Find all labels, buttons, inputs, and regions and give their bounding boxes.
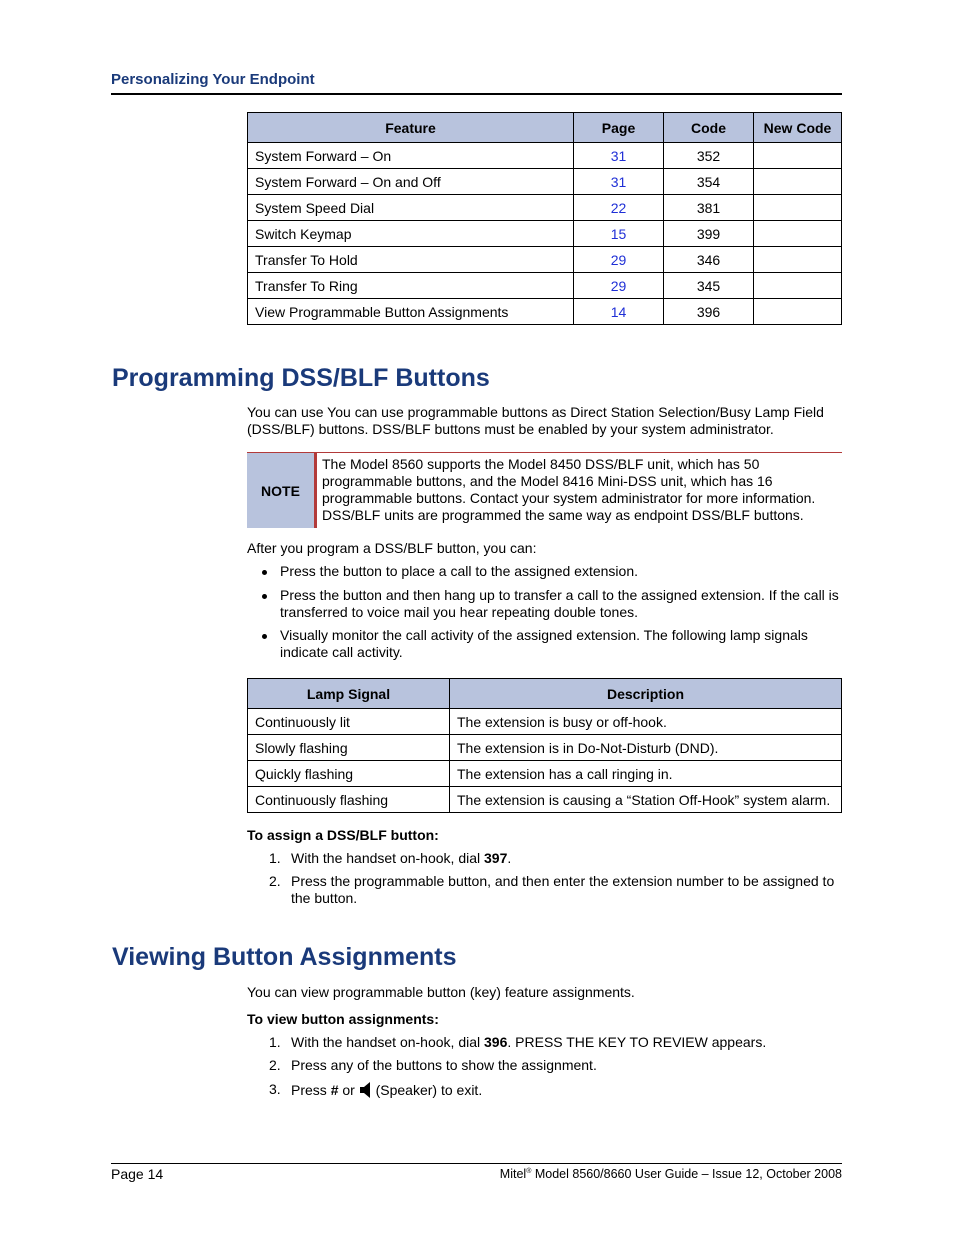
col-page: Page — [574, 113, 664, 143]
note-label: NOTE — [247, 453, 317, 528]
bullet-line: Press the button and then hang up to transfer a call to the assigned extension. If the call is — [280, 587, 839, 603]
view-intro: You can view programmable button (key) feature assignments. — [247, 984, 635, 1000]
step-number: 1. — [269, 1034, 281, 1050]
code-cell: 381 — [664, 195, 754, 221]
bullet-item — [280, 563, 638, 580]
col-description: Description — [450, 679, 842, 709]
note-line: programmable buttons, and the Model 8416 Mini-DSS unit, which has 16 — [322, 473, 773, 489]
code-cell: 399 — [664, 221, 754, 247]
table-row — [248, 195, 842, 221]
code-cell: 396 — [664, 299, 754, 325]
bullet-dot — [262, 570, 267, 575]
feature-cell: Transfer To Hold — [248, 247, 574, 273]
new-code-cell — [754, 143, 842, 169]
code-cell: 352 — [664, 143, 754, 169]
dial-code: 396 — [484, 1034, 508, 1050]
feature-cell: System Forward – On — [248, 143, 574, 169]
step-number: 2. — [269, 873, 281, 889]
bullet-line: indicate call activity. — [280, 644, 403, 660]
view-step-3 — [291, 1081, 482, 1103]
step-line: the button. — [291, 890, 358, 906]
step-number: 1. — [269, 850, 281, 866]
lamp-signal-cell: Slowly flashing — [248, 735, 450, 761]
note-line: programmable buttons. Contact your system administrator for more information. — [322, 490, 816, 506]
step-text: With the handset on-hook, dial — [291, 1034, 485, 1050]
feature-cell: System Speed Dial — [248, 195, 574, 221]
lamp-signal-cell: Quickly flashing — [248, 761, 450, 787]
note-line: DSS/BLF units are programmed the same way as endpoint DSS/BLF buttons. — [322, 507, 804, 523]
note-box — [247, 452, 842, 529]
hash-key: # — [330, 1082, 339, 1098]
feature-code-table — [247, 112, 842, 325]
step-line: Press the programmable button, and then enter the extension number to be assigned to — [291, 873, 835, 889]
step-text: Press — [291, 1082, 331, 1098]
note-text — [322, 456, 842, 524]
bullet-dot — [262, 634, 267, 639]
assign-step-1 — [291, 850, 511, 867]
bullet-item — [280, 587, 842, 621]
section-header: Personalizing Your Endpoint — [111, 70, 842, 95]
table-row — [248, 761, 842, 787]
step-text: or — [338, 1082, 359, 1098]
code-cell: 346 — [664, 247, 754, 273]
code-cell: 345 — [664, 273, 754, 299]
page-link[interactable]: 14 — [574, 299, 664, 325]
new-code-cell — [754, 273, 842, 299]
col-new-code: New Code — [754, 113, 842, 143]
page-link[interactable]: 15 — [574, 221, 664, 247]
bullet-line: Press the button to place a call to the assigned extension. — [280, 563, 639, 579]
registered-mark: ® — [526, 1167, 532, 1175]
description-cell: The extension is busy or off-hook. — [450, 709, 842, 735]
dss-intro-line-2: (DSS/BLF) buttons. DSS/BLF buttons must be enabled by your system administrator. — [247, 421, 774, 437]
table-row — [248, 247, 842, 273]
note-line: The Model 8560 supports the Model 8450 DSS/BLF unit, which has 50 — [322, 456, 760, 472]
description-cell: The extension is causing a “Station Off-Hook” system alarm. — [450, 787, 842, 813]
doc-title-text: Model 8560/8660 User Guide – Issue 12, October 2008 — [531, 1167, 842, 1181]
step-number: 3. — [269, 1081, 281, 1097]
assign-step-2 — [291, 873, 834, 907]
bullet-line: transferred to voice mail you hear repeating double tones. — [280, 604, 638, 620]
view-step-2: Press any of the buttons to show the assignment. — [291, 1057, 597, 1073]
document-title — [500, 1167, 842, 1181]
step-number: 2. — [269, 1057, 281, 1073]
table-row — [248, 273, 842, 299]
new-code-cell — [754, 247, 842, 273]
new-code-cell — [754, 195, 842, 221]
feature-cell: System Forward – On and Off — [248, 169, 574, 195]
table-row — [248, 735, 842, 761]
step-text: . — [507, 850, 512, 866]
page-link[interactable]: 31 — [574, 143, 664, 169]
dial-code: 397 — [484, 850, 508, 866]
new-code-cell — [754, 299, 842, 325]
dss-section-title: Programming DSS/BLF Buttons — [112, 364, 490, 392]
feature-cell: Transfer To Ring — [248, 273, 574, 299]
table-row — [248, 143, 842, 169]
lamp-signal-cell: Continuously lit — [248, 709, 450, 735]
code-cell: 354 — [664, 169, 754, 195]
step-text: . PRESS THE KEY TO REVIEW appears. — [507, 1034, 767, 1050]
page-link[interactable]: 22 — [574, 195, 664, 221]
table-row — [248, 299, 842, 325]
speaker-icon — [359, 1081, 372, 1103]
after-program-text: After you program a DSS/BLF button, you can: — [247, 540, 537, 556]
lamp-signal-cell: Continuously flashing — [248, 787, 450, 813]
description-cell: The extension is in Do-Not-Disturb (DND). — [450, 735, 842, 761]
new-code-cell — [754, 169, 842, 195]
col-lamp-signal: Lamp Signal — [248, 679, 450, 709]
page-link[interactable]: 31 — [574, 169, 664, 195]
page-number: Page 14 — [111, 1166, 164, 1182]
page-link[interactable]: 29 — [574, 273, 664, 299]
footer-rule — [111, 1163, 842, 1164]
bullet-item — [280, 627, 808, 661]
bullet-line: Visually monitor the call activity of the assigned extension. The following lamp signals — [280, 627, 808, 643]
assign-heading: To assign a DSS/BLF button: — [247, 827, 439, 843]
view-heading: To view button assignments: — [247, 1011, 439, 1027]
col-code: Code — [664, 113, 754, 143]
col-feature: Feature — [248, 113, 574, 143]
feature-cell: Switch Keymap — [248, 221, 574, 247]
page-link[interactable]: 29 — [574, 247, 664, 273]
step-text: With the handset on-hook, dial — [291, 850, 485, 866]
dss-intro-line-1: You can use You can use programmable buttons as Direct Station Selection/Busy Lamp Field — [247, 404, 824, 420]
new-code-cell — [754, 221, 842, 247]
table-row — [248, 169, 842, 195]
feature-cell: View Programmable Button Assignments — [248, 299, 574, 325]
table-row — [248, 787, 842, 813]
bullet-dot — [262, 594, 267, 599]
lamp-signal-table — [247, 678, 842, 813]
description-cell: The extension has a call ringing in. — [450, 761, 842, 787]
step-text: (Speaker) to exit. — [371, 1082, 483, 1098]
view-section-title: Viewing Button Assignments — [112, 943, 457, 971]
brand-name: Mitel — [499, 1167, 527, 1181]
table-row — [248, 709, 842, 735]
view-step-1 — [291, 1034, 766, 1051]
table-row — [248, 221, 842, 247]
